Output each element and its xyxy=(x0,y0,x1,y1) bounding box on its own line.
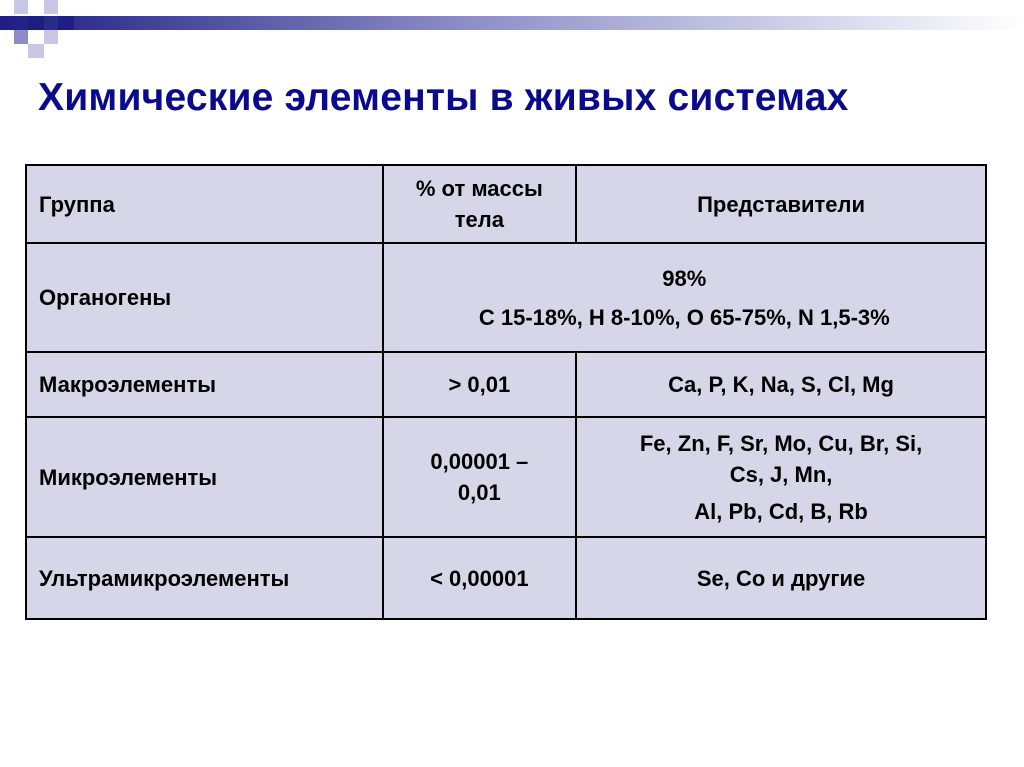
header-representatives: Представители xyxy=(576,165,986,243)
table-row xyxy=(26,417,986,537)
header-percent-line2: тела xyxy=(454,207,504,232)
row-group: Микроэлементы xyxy=(26,417,383,537)
row-representatives xyxy=(576,417,986,537)
header-group: Группа xyxy=(26,165,383,243)
merged-line2: С 15-18%, Н 8-10%, О 65-75%, N 1,5-3% xyxy=(478,304,890,330)
row-group: Макроэлементы xyxy=(26,352,383,417)
percent-line1: 0,00001 – xyxy=(430,449,529,474)
merged-line1: 98% xyxy=(662,265,707,291)
rep-line2: Cs, J, Mn, xyxy=(729,461,833,487)
elements-table xyxy=(25,164,987,620)
page-title: Химические элементы в живых системах xyxy=(38,76,849,119)
header-decoration xyxy=(0,0,1024,60)
row-percent xyxy=(383,417,577,537)
row-group: Органогены xyxy=(26,243,383,352)
table-header-row xyxy=(26,165,986,243)
row-percent: < 0,00001 xyxy=(383,537,577,619)
row-percent: > 0,01 xyxy=(383,352,577,417)
table-row xyxy=(26,352,986,417)
rep-line1: Fe, Zn, F, Sr, Mo, Cu, Br, Si, xyxy=(639,430,923,456)
row-representatives: Se, Co и другие xyxy=(576,537,986,619)
rep-line3: Al, Pb, Cd, B, Rb xyxy=(694,498,868,524)
header-percent-line1: % от массы xyxy=(415,176,543,201)
percent-line2: 0,01 xyxy=(457,480,501,505)
header-percent xyxy=(383,165,577,243)
table-row xyxy=(26,243,986,352)
table-row xyxy=(26,537,986,619)
row-representatives: Ca, P, K, Na, S, Cl, Mg xyxy=(576,352,986,417)
row-merged-cell xyxy=(383,243,986,352)
row-group: Ультрамикроэлементы xyxy=(26,537,383,619)
